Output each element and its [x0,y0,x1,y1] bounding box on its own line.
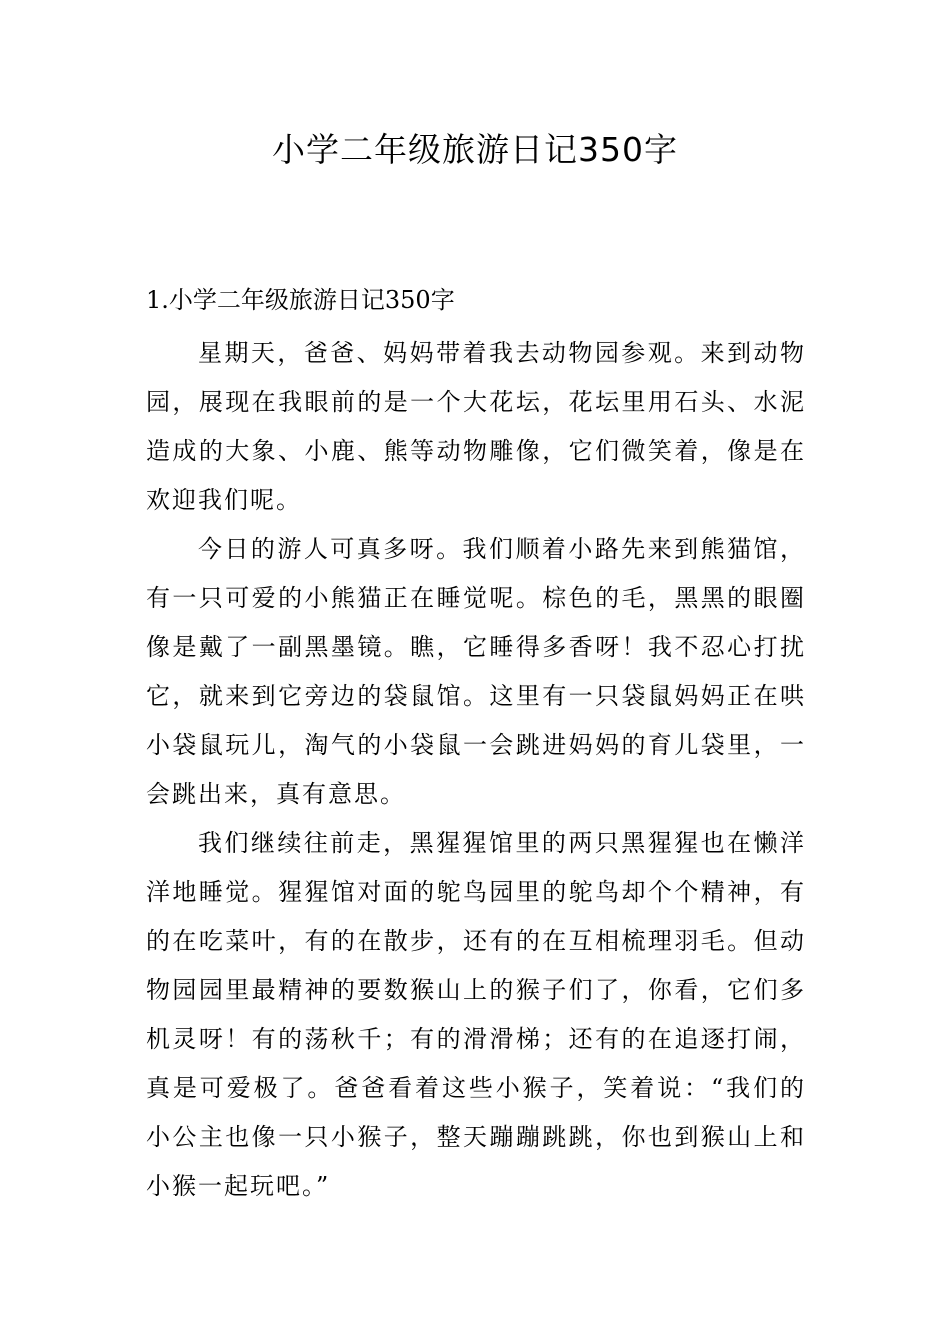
document-title: 小学二年级旅游日记350字 [272,130,678,169]
section-heading: 1.小学二年级旅游日记350字 [146,286,455,314]
paragraph: 星期天，爸爸、妈妈带着我去动物园参观。来到动物园，展现在我眼前的是一个大花坛，花坛里用石头、水泥造成的大象、小鹿、熊等动物雕像，它们微笑着，像是在欢迎我们呢。 [146,339,806,514]
paragraph: 我们继续往前走，黑猩猩馆里的两只黑猩猩也在懒洋洋地睡觉。猩猩馆对面的鸵鸟园里的鸵鸟却个个精神，有的在吃菜叶，有的在散步，还有的在互相梳理羽毛。但动物园园里最精神的要数猴山上的猴子们了，你看，它们多机灵呀！有的荡秋千；有的滑滑梯；还有的在追逐打闹，真是可爱极了。爸爸看着这些小猴子，笑着说：“我们的小公主也像一只小猴子，整天蹦蹦跳跳，你也到猴山上和小猴一起玩吧。” [146,829,806,1200]
paragraph: 今日的游人可真多呀。我们顺着小路先来到熊猫馆，有一只可爱的小熊猫正在睡觉呢。棕色的毛，黑黑的眼圈像是戴了一副黑墨镜。瞧，它睡得多香呀！我不忍心打扰它，就来到它旁边的袋鼠馆。这里有一只袋鼠妈妈正在哄小袋鼠玩儿，淘气的小袋鼠一会跳进妈妈的育儿袋里，一会跳出来，真有意思。 [146,535,806,808]
document-body [146,280,806,1211]
